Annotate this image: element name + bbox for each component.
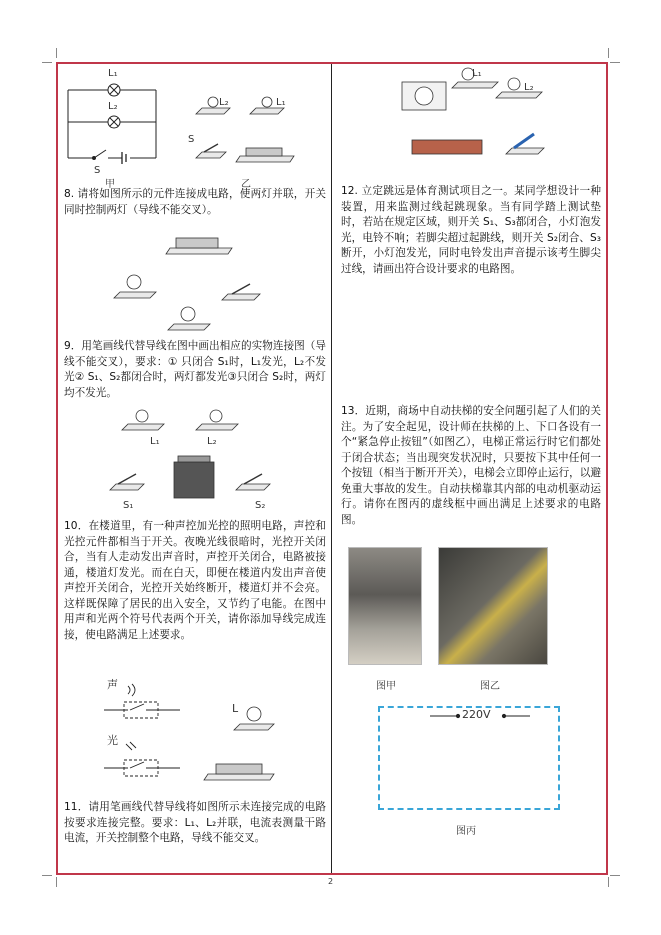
question-9: 9．用笔画线代替导线在图中画出相应的实物连接图（导线不能交叉），要求：① 只闭合 S₁时，L₁发光，L₂不发光② S₁、S₂都闭合时，两灯都发光③只闭合 S₂时，两灯均不发光。 [64,340,326,399]
q8-label-S: S [94,165,101,176]
q9-components-figure [104,408,364,518]
q8b-label-L1: L₁ [276,97,286,108]
crop-mark [610,875,620,876]
crop-mark [42,62,52,63]
q8-label-L2: L₂ [108,101,118,112]
q8-label-L1: L₁ [108,68,118,79]
emergency-button-photo [438,547,548,665]
q8-components-figure [190,92,310,172]
question-13: 13．近期，商场中自动扶梯的安全问题引起了人们的关注。为了安全起见，设计师在扶梯的上、下口各设有一个“紧急停止按钮”（如图乙），电梯正常运行时它们都处于闭合状态；当出现突发状况时，只要按下其中任何一个按钮（相当于断开开关），电梯会立即停止运行，以避免重大事故的发生。自动扶梯靠其内部的电动机驱动运行。请你在图丙的虚线框中画出满足上述要求的电路图。 [341,405,601,526]
q8-answer-parts [104,226,304,336]
fig-a-caption: 图甲 [376,681,396,692]
question-8: 8. 请将如图所示的元件连接成电路，使两灯并联，开关同时控制两灯（导线不能交叉）。 [64,188,326,216]
crop-mark [608,48,609,58]
q10-components-figure [100,680,310,790]
q10-sound-label: 声 [107,678,118,691]
q11-components-figure [396,66,576,166]
question-11: 11．请用笔画线代替导线将如图所示未连接完成的电路按要求连接完整。要求：L₁、L₂并联，电流表测量干路电流，开关控制整个电路，导线不能交叉。 [64,801,326,844]
crop-mark [610,62,620,63]
question-12: 12. 立定跳远是体育测试项目之一。某同学想设计一种装置，用来监测过线起跳现象。当有同学踏上测试垫时，若站在规定区域，则开关 S₁、S₃都闭合，小灯泡发光，电铃不响；若脚尖超过起跳线，则开关 S₂闭合、S₃断开，小灯泡发光，同时电铃发出声音提示该考生脚尖过线，请画出符合设计要求的电路图。 [341,185,601,275]
q8b-label-yi: 乙 [241,179,251,190]
escalator-photo [348,547,422,665]
page-number: 2 [327,877,334,886]
q11-label-L1: L₁ [472,68,482,79]
fig-b-caption: 图乙 [480,681,500,692]
voltage-label: 220V [462,708,491,721]
q11-label-L2: L₂ [524,82,534,93]
q8b-label-S: S [188,134,195,145]
answer-dashed-box [378,706,560,810]
q8b-label-L2: L₂ [219,97,229,108]
q10-light-label: 光 [107,734,118,747]
q9-label-S1: S₁ [123,500,134,511]
crop-mark [56,48,57,58]
q8-circuit-diagram [64,66,164,176]
q9-label-L2: L₂ [207,436,217,447]
q8-label-jia: 甲 [105,179,115,190]
crop-mark [42,875,52,876]
q9-label-L1: L₁ [150,436,160,447]
q10-lamp-label: L [232,702,239,715]
fig-c-caption: 图丙 [456,826,476,837]
q9-label-S2: S₂ [255,500,266,511]
question-10: 10．在楼道里，有一种声控加光控的照明电路，声控和光控元件都相当于开关。夜晚光线很暗时，光控开关闭合，当有人走动发出声音时，声控开关闭合，电路被接通，楼道灯发光。而在白天，即便在楼道内发出声音使声控开关闭合，光控开关始终断开，楼道灯并不会亮。这样既保障了居民的出入安全，又节约了电能。在图中用声和光两个符号代表两个开关，请你添加导线完成连接，使电路满足上述要求。 [64,520,326,641]
